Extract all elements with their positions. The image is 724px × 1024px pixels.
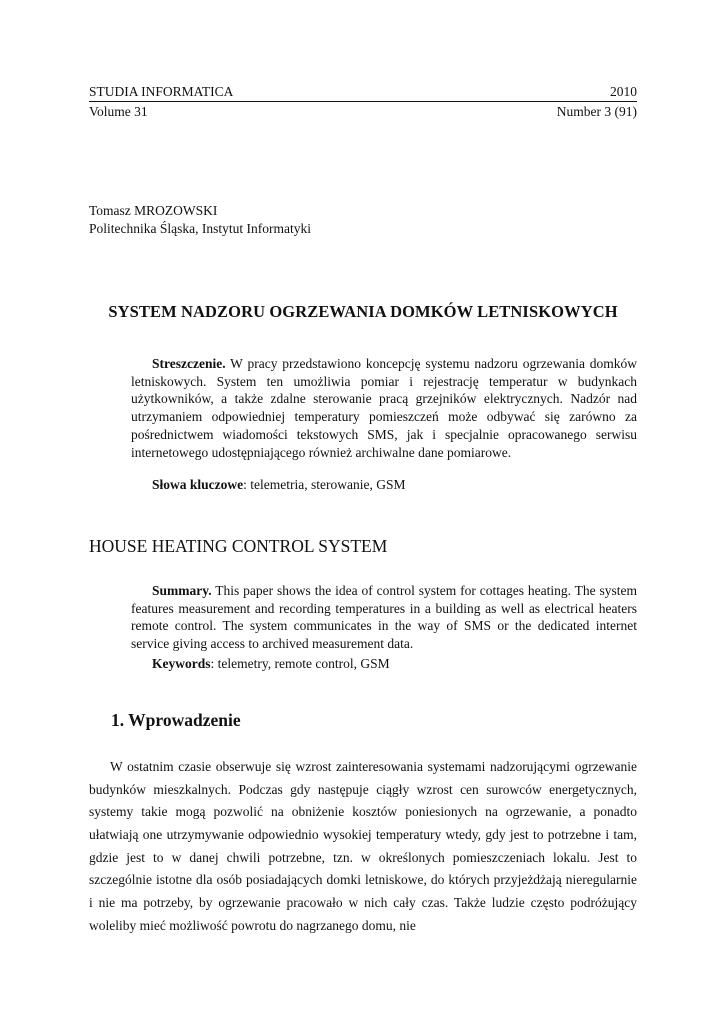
author-affiliation: Politechnika Śląska, Instytut Informatyki xyxy=(89,221,311,236)
keywords-pl xyxy=(152,476,405,493)
journal-year: 2010 xyxy=(610,84,637,99)
journal-number: Number 3 (91) xyxy=(556,104,637,119)
paper-title-en: HOUSE HEATING CONTROL SYSTEM xyxy=(89,536,388,556)
keywords-en-label: Keywords xyxy=(152,656,211,671)
abstract-en-text: This paper shows the idea of control system for cottages heating. The system features measurement and recording temperatures in a building as well as electrical heaters remote control. The system communicates in the way of SMS or the dedicated internet service giving access to archived measurement data. xyxy=(131,583,637,652)
abstract-en xyxy=(131,582,637,653)
author-name: Tomasz MROZOWSKI xyxy=(89,203,218,218)
abstract-en-label: Summary. xyxy=(152,583,212,598)
running-header-top xyxy=(89,84,637,100)
keywords-pl-label: Słowa kluczowe xyxy=(152,477,244,492)
header-rule xyxy=(89,101,637,102)
body-paragraph: W ostatnim czasie obserwuje się wzrost zainteresowania systemami nadzorującymi ogrzewanie budynków mieszkalnych. Podczas gdy następuje ciągły wzrost cen surowców energetycznych, systemy takie mogą pozwolić na obniżenie kosztów poniesionych na ogrzewanie, a ponadto ułatwiają one utrzymywanie odpowiednio wysokiej temperatury wtedy, gdy jest to potrzebne i tam, gdzie jest to w danej chwili potrzebne, tzn. w określonych pomieszczeniach lokalu. Jest to szczególnie istotne dla osób posiadających domki letniskowe, do których przyjeżdżają nieregularnie i nie ma potrzeby, by ogrzewanie pracowało w nich cały czas. Także ludzie często podróżujący woleliby mieć możliwość powrotu do nagrzanego domu, nie xyxy=(89,759,637,933)
abstract-pl-label: Streszczenie. xyxy=(152,356,226,371)
journal-volume: Volume 31 xyxy=(89,104,148,119)
paper-title-pl: SYSTEM NADZORU OGRZEWANIA DOMKÓW LETNISKOWYCH xyxy=(108,302,618,321)
abstract-pl xyxy=(131,355,637,461)
abstract-pl-text: W pracy przedstawiono koncepcję systemu nadzoru ogrzewania domków letniskowych. System ten umożliwia pomiar i rejestrację temperatur w budynkach użytkowników, a także zdalne sterowanie pracą grzejników elektrycznych. Nadzór nad utrzymaniem odpowiedniej temperatury pomieszczeń może odbywać się zarówno za pośrednictwem wiadomości tekstowych SMS, jak i specjalnie opracowanego serwisu internetowego udostępniającego również archiwalne dane pomiarowe. xyxy=(131,356,637,460)
section-heading: 1. Wprowadzenie xyxy=(111,710,241,730)
keywords-pl-text: : telemetria, sterowanie, GSM xyxy=(243,477,406,492)
journal-name: STUDIA INFORMATICA xyxy=(89,84,234,99)
running-header-bottom xyxy=(89,104,637,120)
keywords-en-text: : telemetry, remote control, GSM xyxy=(210,656,390,671)
author-block xyxy=(89,202,311,238)
keywords-en xyxy=(152,655,390,672)
